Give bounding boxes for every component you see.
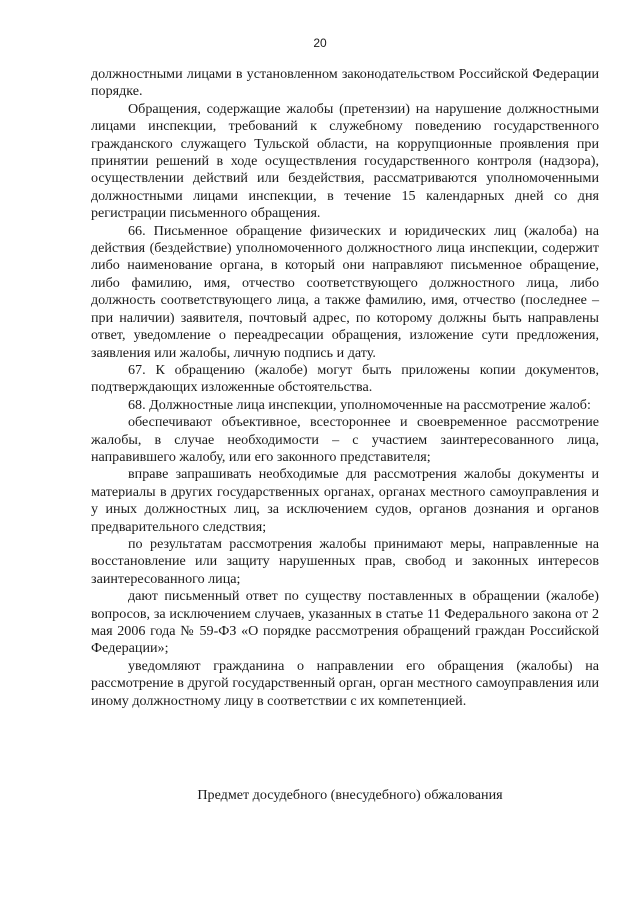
section-heading: Предмет досудебного (внесудебного) обжалования [197, 787, 503, 803]
list-item-request-documents: вправе запрашивать необходимые для рассмотрения жалобы документы и материалы в других государственных органах, органах местного самоуправления и у иных должностных лиц, за исключением судов, органов дознания и органов предварительного следствия; [91, 466, 599, 535]
paragraph-continuation: должностными лицами в установленном законодательством Российской Федерации порядке. [91, 66, 599, 100]
paragraph-67: 67. К обращению (жалобе) могут быть приложены копии документов, подтверждающих изложенные обстоятельства. [91, 361, 599, 396]
paragraph-68: 68. Должностные лица инспекции, уполномоченные на рассмотрение жалоб: [128, 396, 591, 413]
list-item-written-answer: дают письменный ответ по существу поставленных в обращении (жалобе) вопросов, за исключением случаев, указанных в статье 11 Федерального закона от 2 мая 2006 года № 59-ФЗ «О порядке рассмотрения обращений граждан Российской Федерации»; [91, 588, 599, 657]
document-body [91, 66, 599, 710]
paragraph-complaints-review: Обращения, содержащие жалобы (претензии) на нарушение должностными лицами инспекции, требований к служебному поведению государственного гражданского служащего Тульской области, на коррупционные проявления при принятии решений в ходе осуществления государственного контроля (надзора), осуществлении действий или бездействия, рассматриваются уполномоченными должностными лицами инспекции, в течение 15 календарных дней со дня регистрации письменного обращения. [91, 100, 599, 222]
list-item-take-measures: по результатам рассмотрения жалобы принимают меры, направленные на восстановление или защиту нарушенных прав, свобод и законных интересов заинтересованного лица; [91, 535, 599, 587]
page-number: 20 [313, 36, 327, 50]
list-item-notify-redirect: уведомляют гражданина о направлении его обращения (жалобы) на рассмотрение в другой государственный орган, орган местного самоуправления или иному должностному лицу в соответствии с их компетенцией. [91, 657, 599, 709]
paragraph-66: 66. Письменное обращение физических и юридических лиц (жалоба) на действия (бездействие) уполномоченного должностного лица инспекции, содержит либо наименование органа, в который они направляют письменное обращение, либо фамилию, имя, отчество соответствующего должностного лица, либо должность соответствующего лица, а также фамилию, имя, отчество (последнее – при наличии) заявителя, почтовый адрес, по которому должны быть направлены ответ, уведомление о переадресации обращения, изложение сути предложения, заявления или жалобы, личную подпись и дату. [91, 222, 599, 361]
list-item-ensure-review: обеспечивают объективное, всестороннее и своевременное рассмотрение жалобы, в случае необходимости – с участием заинтересованного лица, направившего жалобу, или его законного представителя; [91, 414, 599, 465]
